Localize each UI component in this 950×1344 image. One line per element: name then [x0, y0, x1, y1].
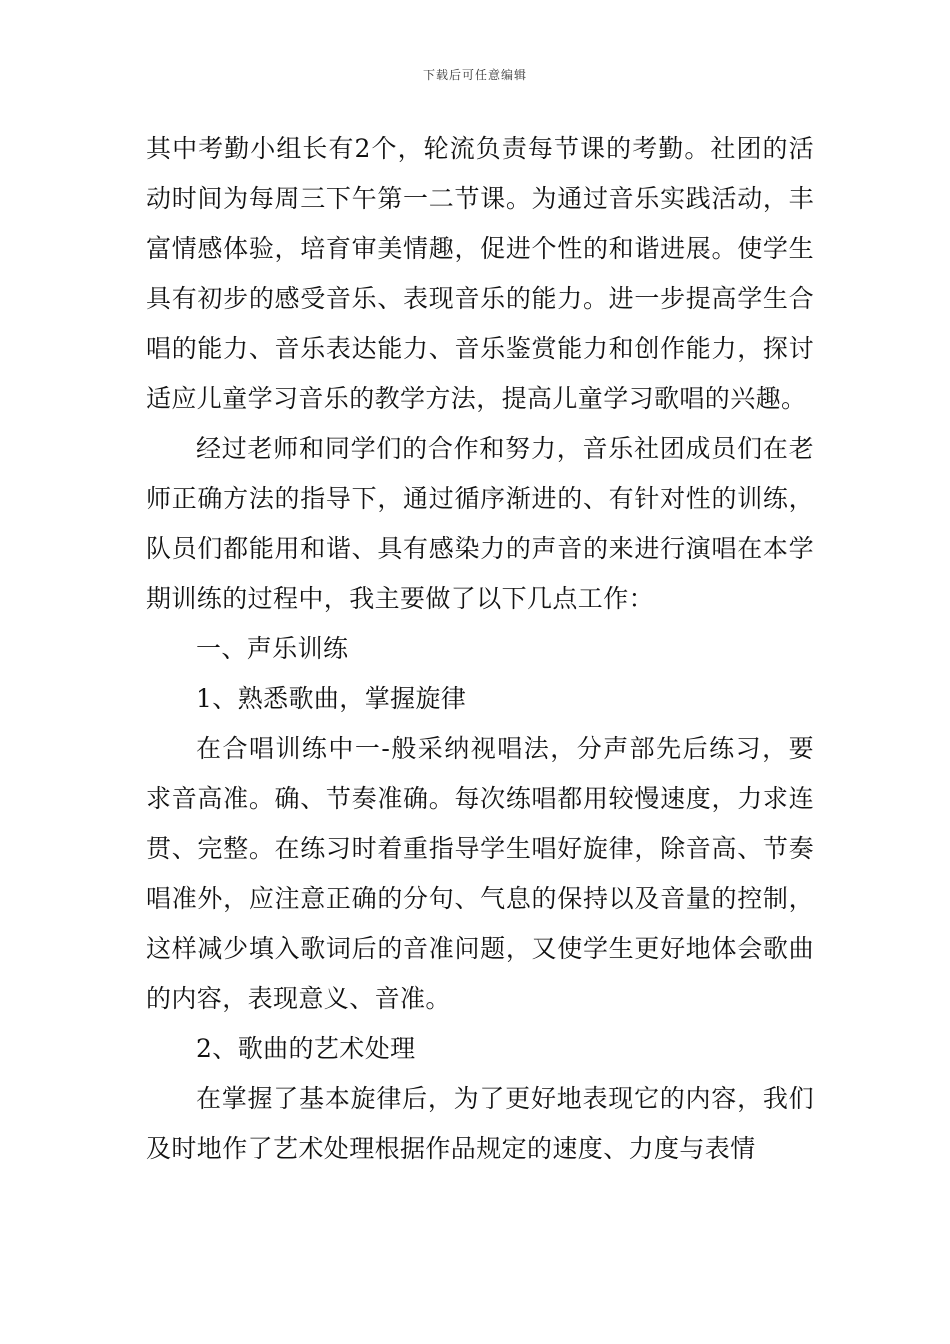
subheading-artistic-treatment: 2、歌曲的艺术处理	[196, 1034, 416, 1063]
page-header-note: 下载后可任意编辑	[422, 68, 527, 82]
paragraph-melody-practice: 在合唱训练中一-般采纳视唱法，分声部先后练习，要求音高准。确、节奏准确。每次练唱都用较慢速度，力求连贯、完整。在练习时着重指导学生唱好旋律，除音高、节奏唱准外，应注意正确的分句、气息的保持以及音量的控制，这样减少填入歌词后的音准问题，又使学生更好地体会歌曲的内容，表现意义、音准。	[146, 734, 814, 1013]
paragraph-artistic-treatment: 在掌握了基本旋律后，为了更好地表现它的内容，我们及时地作了艺术处理根据作品规定的速度、力度与表情	[146, 1084, 814, 1163]
subheading-melody: 1、熟悉歌曲，掌握旋律	[196, 684, 467, 713]
paragraph-summary: 经过老师和同学们的合作和努力，音乐社团成员们在老师正确方法的指导下，通过循序渐进的、有针对性的训练，队员们都能用和谐、具有感染力的声音的来进行演唱在本学期训练的过程中，我主要做了以下几点工作：	[146, 434, 814, 613]
paragraph-continuation: 其中考勤小组长有2个，轮流负责每节课的考勤。社团的活动时间为每周三下午第一二节课。为通过音乐实践活动，丰富情感体验，培育审美情趣，促进个性的和谐进展。使学生具有初步的感受音乐、表现音乐的能力。进一步提高学生合唱的能力、音乐表达能力、音乐鉴赏能力和创作能力，探讨适应儿童学习音乐的教学方法，提高儿童学习歌唱的兴趣。	[146, 134, 814, 413]
document-body	[146, 124, 814, 1174]
section-heading-vocal-training: 一、声乐训练	[196, 634, 349, 663]
